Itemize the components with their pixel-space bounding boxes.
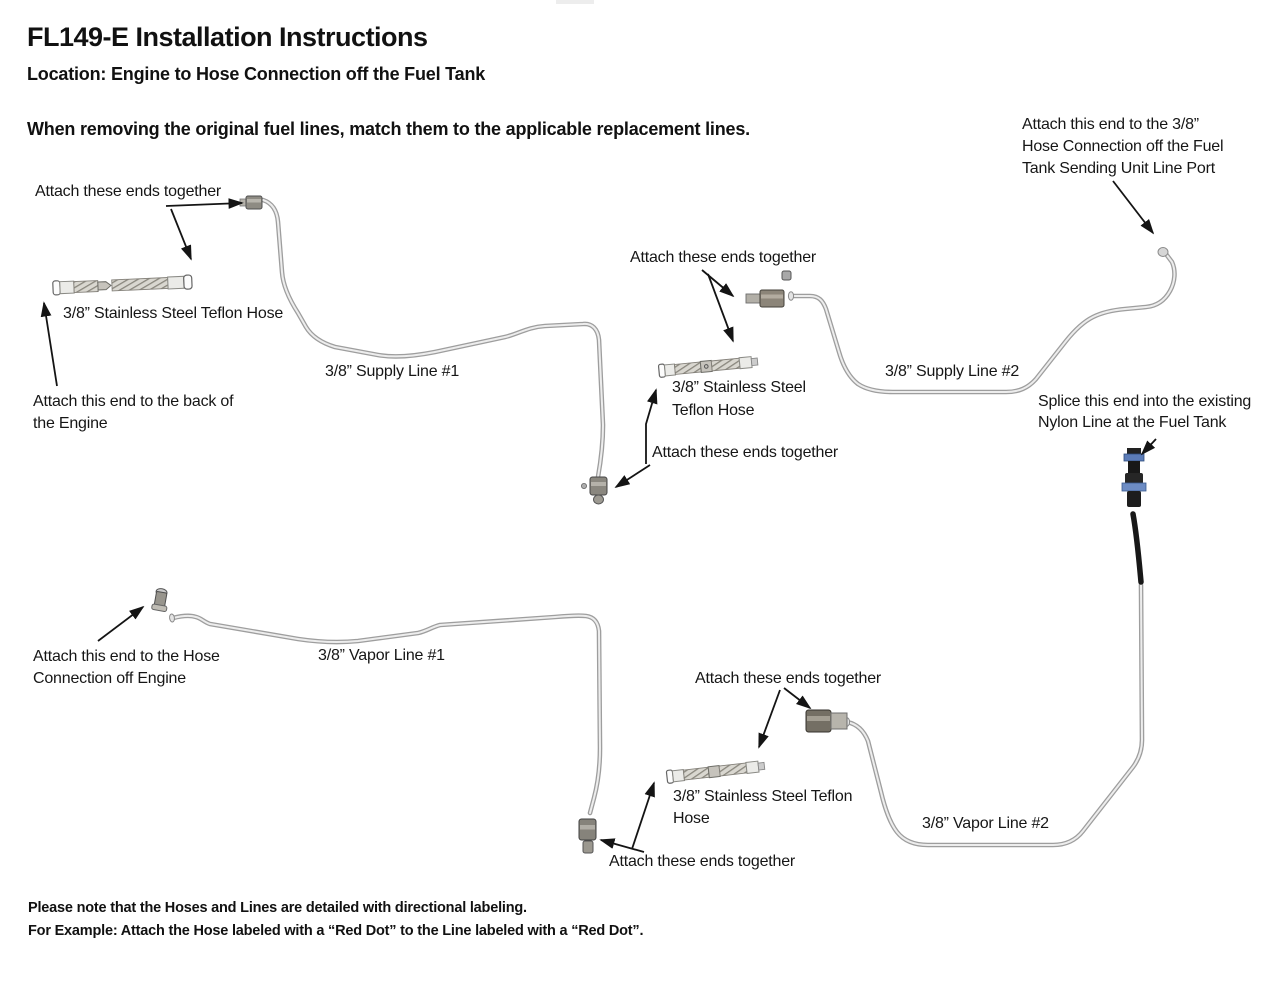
label-supply-line-1: 3/8” Supply Line #1: [325, 363, 460, 380]
teflon-hose-c: [666, 759, 765, 783]
label-hose-c: [673, 786, 852, 830]
label-hose-b: [672, 376, 806, 422]
callout-attach-mid-upper: Attach these ends together: [630, 249, 817, 266]
callout-engine-hose: [33, 646, 220, 690]
arrow-to-vapor1-top-fitting: [98, 607, 143, 641]
callout-attach-mid-lower: Attach these ends together: [652, 444, 839, 461]
label-hose-b-line1: 3/8” Stainless Steel: [672, 379, 806, 396]
supply-line-1-bottom-fitting: [581, 477, 607, 504]
arrow-to-hose-a-right: [171, 209, 191, 259]
intro-line: When removing the original fuel lines, match them to the applicable replacement lines.: [27, 119, 750, 139]
callout-attach-top-left: Attach these ends together: [35, 183, 222, 200]
supply-line-1-top-fitting: [240, 196, 262, 209]
callout-engine-back: [33, 391, 233, 435]
teflon-hose-a: [53, 275, 192, 295]
scan-artifact: [556, 0, 594, 4]
vapor-line-2: [806, 448, 1146, 845]
label-hose-c-line2: Hose: [673, 810, 710, 827]
callout-attach-bottom-upper: Attach these ends together: [695, 670, 882, 687]
callout-tank-port-line1: Attach this end to the 3/8”: [1022, 116, 1199, 133]
callout-attach-bottom-lower: Attach these ends together: [609, 853, 796, 870]
label-hose-c-line1: 3/8” Stainless Steel Teflon: [673, 788, 853, 805]
tube-open-end: [169, 614, 175, 623]
nylon-section: [1133, 514, 1141, 582]
label-hose-a: 3/8” Stainless Steel Teflon Hose: [63, 305, 284, 322]
retainer-clip: [782, 271, 791, 280]
label-vapor-line-2: 3/8” Vapor Line #2: [922, 815, 1049, 832]
label-hose-b-line2: Teflon Hose: [672, 402, 755, 419]
callout-engine-hose-line1: Attach this end to the Hose: [33, 648, 220, 665]
supply-line-1: [240, 196, 607, 504]
arrow-to-hose-a-left: [44, 303, 57, 386]
splice-connector: [1122, 448, 1146, 507]
callout-splice-line1: Splice this end into the existing: [1038, 393, 1252, 410]
label-vapor-line-1: 3/8” Vapor Line #1: [318, 647, 445, 664]
callout-engine-hose-line2: Connection off Engine: [33, 670, 186, 687]
callout-tank-port-line2: Hose Connection off the Fuel: [1022, 138, 1224, 155]
footer-note-2: For Example: Attach the Hose labeled with a “Red Dot” to the Line labeled with a “Red Dot”.: [28, 923, 644, 939]
location-line: Location: Engine to Hose Connection off the Fuel Tank: [27, 64, 486, 84]
arrow-to-supply1-bottom-fitting: [616, 465, 650, 487]
supply-line-2-end-cap: [1158, 248, 1168, 257]
tube-open-end: [788, 292, 793, 300]
callout-splice: [1038, 391, 1251, 433]
supply-line-2-left-fitting: [746, 271, 791, 307]
footer-note-1: Please note that the Hoses and Lines are detailed with directional labeling.: [28, 900, 527, 916]
arrow-to-supply2-fitting: [702, 270, 733, 296]
arrow-to-vapor2-fitting: [784, 688, 810, 708]
vapor-line-2-left-fitting: [806, 710, 847, 732]
arrow-to-supply2-end: [1113, 181, 1153, 233]
teflon-hose-b: [658, 355, 758, 377]
callout-tank-port: [1022, 114, 1223, 180]
callout-splice-line2: Nylon Line at the Fuel Tank: [1038, 414, 1227, 431]
page-title: FL149-E Installation Instructions: [27, 22, 428, 52]
arrow-to-hose-c-right: [759, 690, 780, 747]
arrow-to-splice-connector: [1142, 439, 1156, 454]
callout-tank-port-line3: Tank Sending Unit Line Port: [1022, 160, 1215, 177]
arrow-to-hose-b-right: [708, 274, 733, 341]
callout-engine-back-line1: Attach this end to the back of: [33, 393, 234, 410]
callout-engine-back-line2: the Engine: [33, 415, 108, 432]
label-supply-line-2: 3/8” Supply Line #2: [885, 363, 1020, 380]
vapor-line-1: [151, 588, 600, 853]
arrow-to-hose-c-left: [632, 783, 654, 849]
arrow-to-supply1-top-fitting: [166, 203, 242, 206]
vapor-line-1-top-fitting: [151, 588, 170, 612]
vapor-line-1-bottom-fitting: [579, 819, 596, 853]
